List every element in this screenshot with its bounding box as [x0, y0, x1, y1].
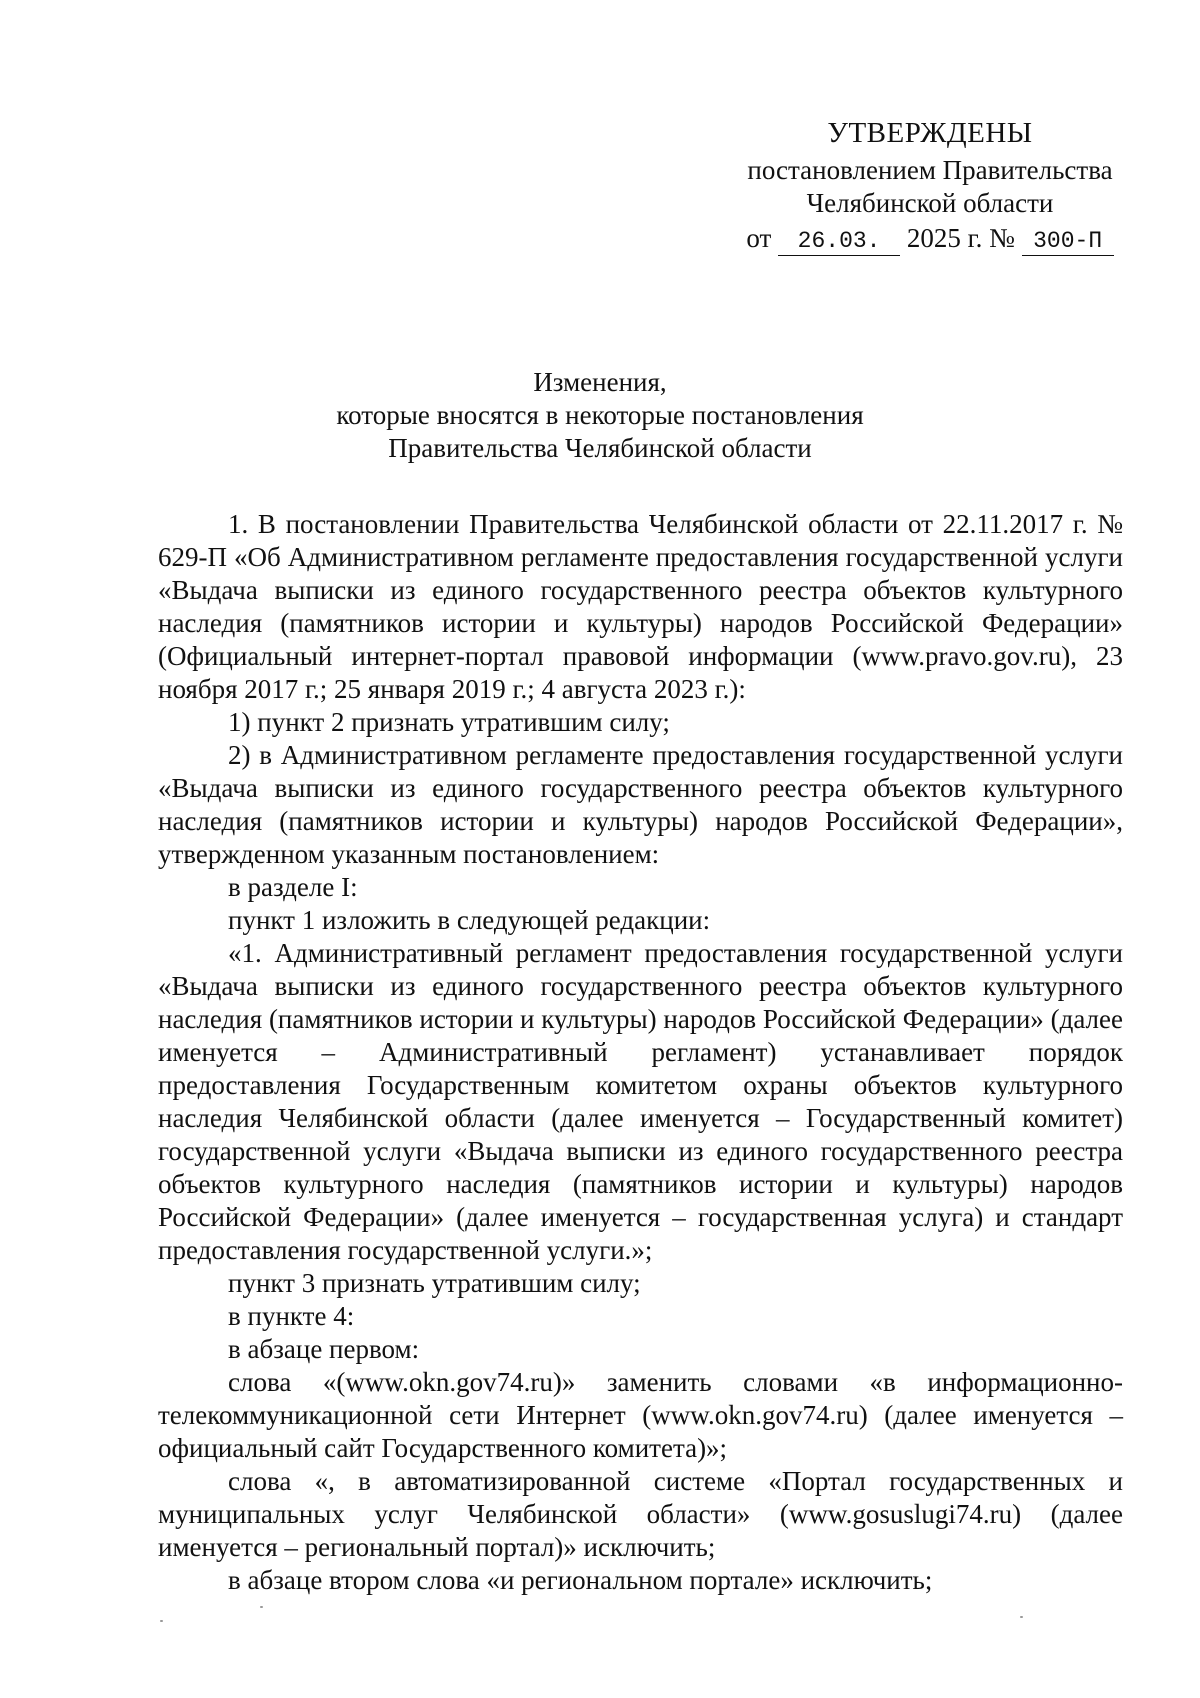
approval-prefix: от	[746, 223, 772, 253]
paragraph-10: слова «(www.okn.gov74.ru)» заменить словами «в информационно-телекоммуникационной сети Интернет (www.okn.gov74.ru) (далее именуется – официальный сайт Государственного комитета)»;	[158, 1367, 1123, 1463]
document-body	[158, 508, 1123, 1597]
document-heading	[0, 366, 1200, 465]
heading-line-2: которые вносятся в некоторые постановления	[336, 400, 864, 430]
paragraph-12: в абзаце втором слова «и региональном портале» исключить;	[228, 1565, 933, 1595]
approval-title: УТВЕРЖДЕНЫ	[827, 117, 1033, 149]
paragraph-4: в разделе I:	[228, 872, 358, 902]
paragraph-2: 1) пункт 2 признать утратившим силу;	[228, 707, 670, 737]
heading-line-3: Правительства Челябинской области	[388, 433, 812, 463]
paragraph-7: пункт 3 признать утратившим силу;	[228, 1268, 641, 1298]
scan-speck	[1020, 1616, 1023, 1618]
approval-line-2: Челябинской области	[806, 188, 1054, 218]
paragraph-1: 1. В постановлении Правительства Челябинской области от 22.11.2017 г. № 629-П «Об Административном регламенте предоставления государственной услуги «Выдача выписки из единого государственного реестра объектов культурного наследия (памятников истории и культуры) народов Российской Федерации» (Официальный интернет-портал правовой информации (www.pravo.gov.ru), 23 ноября 2017 г.; 25 января 2019 г.; 4 августа 2023 г.):	[158, 509, 1123, 704]
paragraph-8: в пункте 4:	[228, 1301, 355, 1331]
scan-speck	[160, 1620, 163, 1622]
paragraph-6: «1. Административный регламент предоставления государственной услуги «Выдача выписки из единого государственного реестра объектов культурного наследия (памятников истории и культуры) народов Российской Федерации» (далее именуется – Административный регламент) устанавливает порядок предоставления Государственным комитетом охраны объектов культурного наследия Челябинской области (далее именуется – Государственный комитет) государственной услуги «Выдача выписки из единого государственного реестра объектов культурного наследия (памятников истории и культуры) народов Российской Федерации» (далее именуется – государственная услуга) и стандарт предоставления государственной услуги.»;	[158, 938, 1123, 1265]
paragraph-11: слова «, в автоматизированной системе «Портал государственных и муниципальных услуг Челябинской области» (www.gosuslugi74.ru) (далее именуется – региональный портал)» исключить;	[158, 1466, 1123, 1562]
approval-block	[730, 112, 1130, 256]
approval-date-line	[730, 222, 1130, 256]
paragraph-5: пункт 1 изложить в следующей редакции:	[228, 905, 711, 935]
approval-date: 26.03.	[778, 227, 900, 256]
approval-year: 2025 г. №	[906, 223, 1015, 253]
paragraph-3: 2) в Административном регламенте предоставления государственной услуги «Выдача выписки из единого государственного реестра объектов культурного наследия (памятников истории и культуры) народов Российской Федерации», утвержденном указанным постановлением:	[158, 740, 1123, 869]
paragraph-9: в абзаце первом:	[228, 1334, 420, 1364]
approval-line-1: постановлением Правительства	[747, 155, 1113, 185]
approval-number: 300-П	[1022, 227, 1114, 256]
scan-specks	[160, 1606, 1030, 1626]
scan-speck	[260, 1606, 263, 1608]
heading-line-1: Изменения,	[533, 367, 667, 397]
